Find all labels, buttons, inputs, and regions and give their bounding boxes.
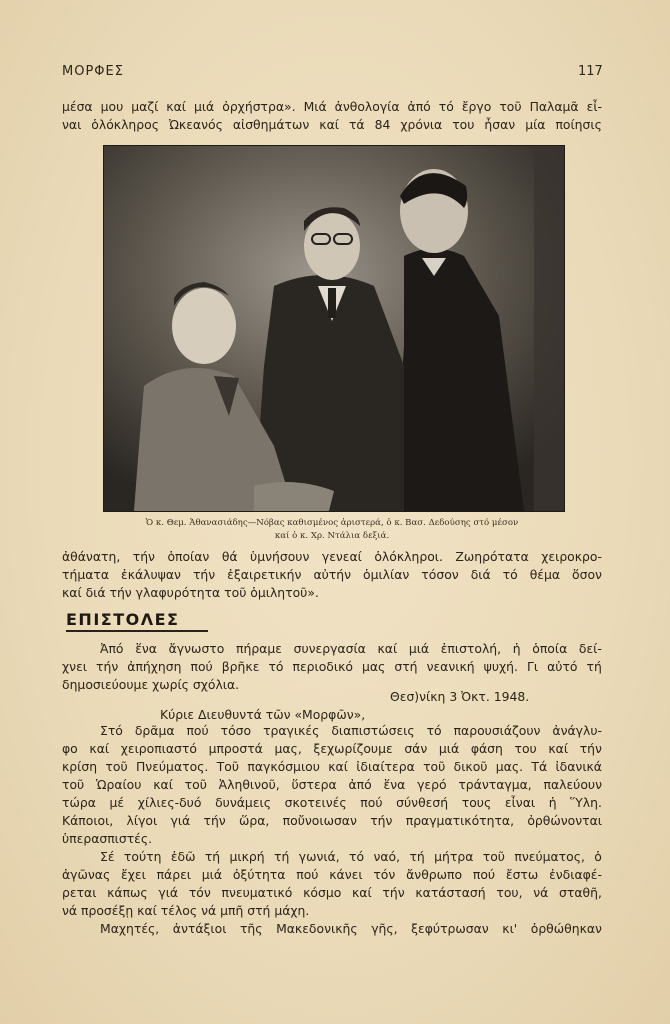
- letter-salutation: Κύριε Διευθυντά τῶν «Μορφῶν»,: [160, 707, 366, 722]
- body-line: ἀγῶνας ἔχει πάρει μιά ὀξύτητα πού κάνει τόν ἄνθρωπο πού ἔστω ἐνδιαφέ-: [62, 867, 602, 882]
- body-line: ἀθάνατη, τήν ὁποίαν θά ὑμνήσουν γενεαί ὁλόκληροι. Ζωηρότατα χειροκρο-: [62, 549, 602, 564]
- body-line: Μαχητές, ἀντάξιοι τῆς Μακεδονικῆς γῆς, ξεφύτρωσαν κι' ὀρθώθηκαν: [100, 921, 602, 936]
- body-line: μέσα μου μαζί καί μιά ὀρχήστρα». Μιά ἀνθολογία ἀπό τό ἔργο τοῦ Παλαμᾶ εἶ-: [62, 99, 602, 114]
- body-line: ρεται κάπως γιά τόν πνευματικό κόσμο καί τήν κατάστασή του, νά σταθῆ,: [62, 885, 602, 900]
- journal-title: ΜΟΡΦΕΣ: [62, 64, 124, 79]
- body-line: κρίση τοῦ Πνεύματος. Τοῦ παγκόσμιου καί ἰδιαίτερα τοῦ δικοῦ μας. Τά ἰδανικά: [62, 759, 602, 774]
- section-underline: [66, 630, 208, 632]
- body-line: τήματα ἐκάλυψαν τήν ἐξαιρετικήν αὐτήν ὁμιλίαν τόσον διά τό θέμα ὅσον: [62, 567, 602, 582]
- body-line: φο καί χειροπιαστό μπροστά μας, ξεχωρίζουμε σάν μιά φάση του καί τήν: [62, 741, 602, 756]
- page-number: 117: [578, 64, 603, 79]
- body-line: Σέ τούτη ἐδῶ τή μικρή τή γωνιά, τό ναό, τή μήτρα τοῦ πνεύματος, ὁ: [100, 849, 602, 864]
- photograph-image: [104, 146, 564, 511]
- body-line: καί διά τήν γλαφυρότητα τοῦ ὁμιλητοῦ».: [62, 585, 319, 600]
- body-line: νά προσέξῃ καί τέλος νά μπῆ στή μάχη.: [62, 903, 310, 918]
- body-line: χνει τήν ἀπήχηση πού βρῆκε τό περιοδικό μας στή νεανική ψυχή. Γι αὐτό τή: [62, 659, 602, 674]
- body-line: τοῦ Ὡραίου καί τοῦ Ἀληθινοῦ, ὕστερα ἀπό ἕνα γερό τράνταγμα, παλεύουν: [62, 777, 602, 792]
- photo-caption: καί ὁ κ. Χρ. Ντάλια δεξιά.: [274, 531, 390, 541]
- body-line: Στό δρᾶμα πού τόσο τραγικές διαπιστώσεις τό παρουσιάζουν ἀνάγλυ-: [100, 723, 602, 738]
- body-line: Κάποιοι, λίγοι γιά τήν ὥρα, ποὔνοιωσαν τήν πραγματικότητα, ὀρθώνονται: [62, 813, 602, 828]
- body-line: ναι ὁλόκληρος Ὠκεανός αἰσθημάτων καί τά 84 χρόνια του ἦσαν μία ποίησις: [62, 117, 602, 132]
- photo-caption: Ὁ κ. Θεμ. Ἀθανασιάδης—Νόβας καθισμένος ἀριστερά, ὁ κ. Βασ. Δεδούσης στό μέσον: [145, 518, 519, 528]
- section-title: ΕΠΙΣΤΟΛΕΣ: [66, 610, 180, 629]
- body-line: τώρα μέ χίλιες-δυό δυνάμεις σκοτεινές πού σύνθεσή τους εἶναι ἡ Ὕλη.: [62, 795, 602, 810]
- body-line: Ἀπό ἕνα ἄγνωστο πήραμε συνεργασία καί μιά ἐπιστολή, ἡ ὁποία δεί-: [100, 641, 602, 656]
- photograph: [103, 145, 565, 512]
- body-line: ὑπερασπιστές.: [62, 831, 153, 846]
- letter-date: Θεσ)νίκη 3 Ὀκτ. 1948.: [390, 689, 530, 704]
- body-line: δημοσιεύουμε χωρίς σχόλια.: [62, 677, 240, 692]
